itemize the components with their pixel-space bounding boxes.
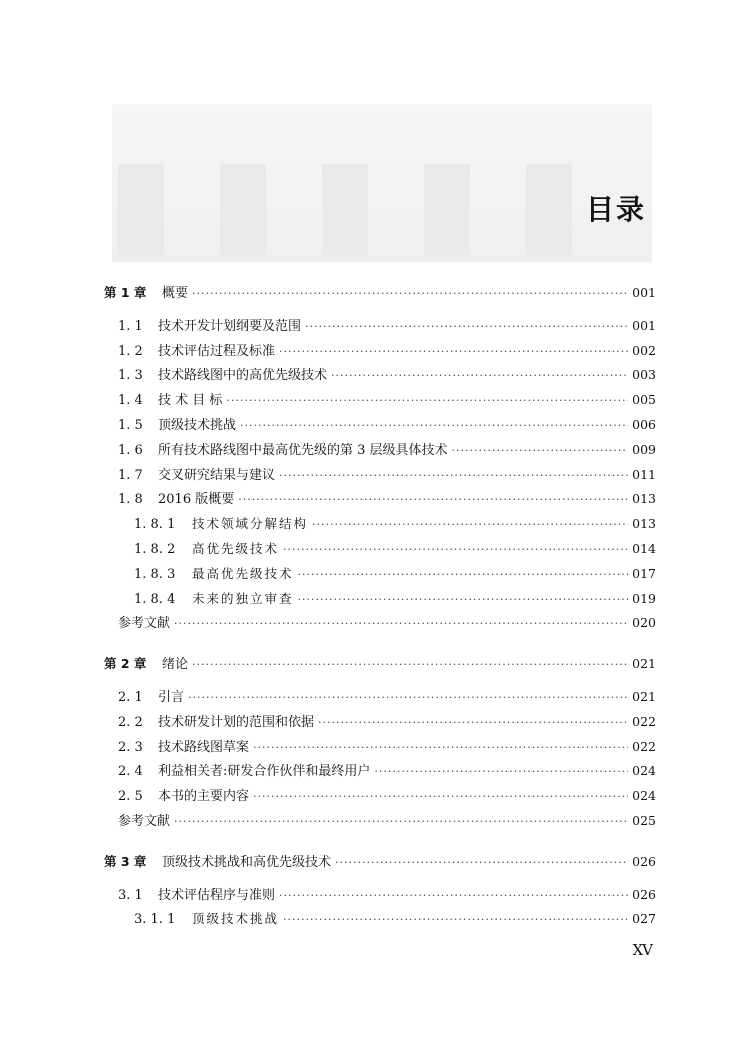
toc-page-number: 026 [632, 886, 656, 902]
toc-section-entry[interactable] [104, 317, 656, 336]
toc-page-number: 001 [632, 317, 656, 333]
toc-page-number: 006 [632, 417, 656, 432]
toc-entry-title: 交叉研究结果与建议 [158, 467, 276, 483]
dot-leader [331, 367, 628, 385]
dot-leader [452, 442, 629, 460]
toc-entry-number: 2. 3 [118, 739, 143, 755]
toc-section-entry[interactable] [104, 466, 656, 485]
toc-entry-number: 第 1 章 [104, 285, 147, 300]
toc-chapter-entry[interactable] [104, 853, 656, 872]
toc-entry-number: 3. 1. 1 [134, 912, 176, 928]
toc-entry-number: 1. 8. 1 [134, 517, 176, 533]
toc-page-number: 025 [632, 813, 656, 828]
toc-entry-title: 技术路线图草案 [158, 739, 250, 755]
toc-page-number: 020 [632, 615, 656, 631]
dot-leader [298, 566, 629, 584]
dot-leader [279, 467, 628, 485]
toc-page-number: 014 [632, 541, 656, 556]
toc-page-number: 021 [632, 689, 656, 704]
dot-leader [238, 491, 628, 509]
dot-leader [318, 714, 628, 732]
toc-section-entry[interactable] [104, 713, 656, 732]
toc-page-number: 024 [632, 763, 656, 779]
toc-page-number: 026 [632, 853, 656, 869]
header-texture [526, 164, 572, 256]
page-title: 目录 [585, 193, 646, 226]
toc-entry-number: 1. 1 [118, 318, 143, 334]
toc-section-entry[interactable] [104, 886, 656, 905]
toc-entry-number: 1. 2 [118, 343, 143, 359]
toc-entry-title: 技术开发计划纲要及范围 [158, 318, 302, 334]
toc-entry-number: 1. 8. 4 [134, 591, 176, 607]
toc-page-number: 013 [632, 516, 656, 532]
toc-page-number: 013 [632, 491, 656, 507]
toc-section-entry[interactable] [104, 910, 656, 929]
toc-entry-title: 参考文献 [118, 814, 171, 829]
dot-leader [240, 417, 628, 435]
toc-entry-number: 1. 7 [118, 467, 143, 483]
toc-page-number: 022 [632, 713, 656, 729]
header-texture [118, 164, 164, 256]
dot-leader [298, 591, 629, 609]
toc-entry-title: 技术研发计划的范围和依据 [158, 714, 315, 730]
toc-references-entry[interactable] [104, 812, 656, 831]
toc-entry-title: 技术路线图中的高优先级技术 [158, 368, 328, 384]
toc-section-entry[interactable] [104, 416, 656, 435]
toc-entry-number: 2. 4 [118, 764, 143, 780]
toc-section-entry[interactable] [104, 688, 656, 707]
toc-entry-number: 第 3 章 [104, 853, 147, 869]
dot-leader [279, 343, 628, 361]
dot-leader [374, 763, 628, 781]
toc-entry-number: 2. 2 [118, 714, 143, 730]
dot-leader [283, 541, 628, 559]
toc-entry-title: 本书的主要内容 [158, 789, 250, 805]
toc-page-number: 024 [632, 788, 656, 804]
toc-page-number: 019 [632, 590, 656, 606]
toc-references-entry[interactable] [104, 614, 656, 633]
toc-page-number: 002 [632, 342, 656, 358]
toc-section-entry[interactable] [104, 490, 656, 509]
toc-entry-number: 3. 1 [118, 887, 143, 903]
toc-entry-title: 概要 [162, 286, 189, 301]
dot-leader [192, 285, 628, 303]
toc-entry-title: 技术评估程序与准则 [158, 887, 276, 903]
chapter-header-background [112, 104, 652, 262]
toc-entry-number: 第 2 章 [104, 656, 147, 672]
toc-entry-title: 绪论 [162, 657, 189, 673]
toc-entry-title: 参考文献 [118, 616, 171, 632]
toc-entry-number: 1. 8. 3 [134, 566, 176, 582]
toc-page-number: 022 [632, 738, 656, 754]
dot-leader [188, 689, 628, 707]
toc-entry-title: 所有技术路线图中最高优先级的第 3 层级具体技术 [158, 442, 448, 458]
toc-entry-title: 引言 [158, 690, 185, 705]
dot-leader [305, 318, 628, 336]
toc-section-entry[interactable] [104, 738, 656, 757]
header-texture [424, 164, 470, 256]
toc-entry-number: 1. 5 [118, 418, 143, 433]
dot-leader [283, 911, 628, 929]
dot-leader [226, 392, 628, 410]
dot-leader [312, 516, 628, 534]
toc-page-number: 027 [632, 911, 656, 927]
toc-page-number: 021 [632, 656, 656, 672]
toc-entry-title: 2016 版概要 [158, 492, 235, 508]
toc-entry-title: 利益相关者:研发合作伙伴和最终用户 [158, 764, 371, 780]
toc-page-number: 017 [632, 565, 656, 581]
toc-section-entry[interactable] [104, 515, 656, 534]
page-number: XV [632, 941, 652, 959]
dot-leader [279, 887, 628, 905]
toc-section-entry[interactable] [104, 391, 656, 410]
toc-page-number: 009 [632, 441, 656, 457]
dot-leader [253, 788, 628, 806]
toc-entry-title: 未来的独立审查 [192, 590, 294, 606]
toc-page-number: 011 [632, 466, 656, 482]
toc-entry-title: 顶级技术挑战 [158, 418, 237, 433]
toc-entry-title: 顶级技术挑战和高优先级技术 [162, 854, 332, 870]
header-texture [322, 164, 368, 256]
toc-entry-number: 2. 1 [118, 690, 143, 705]
toc-section-entry[interactable] [104, 441, 656, 460]
toc-section-entry[interactable] [104, 366, 656, 385]
toc-entry-number: 2. 5 [118, 789, 143, 805]
dot-leader [335, 854, 628, 872]
toc-entry-number: 1. 8 [118, 492, 143, 508]
toc-page-number: 001 [632, 285, 656, 300]
toc-entry-number: 1. 4 [118, 393, 143, 409]
toc-chapter-entry[interactable] [104, 655, 656, 674]
dot-leader [253, 739, 628, 757]
toc-section-entry[interactable] [104, 762, 656, 781]
toc-entry-title: 最高优先级技术 [192, 565, 294, 581]
dot-leader [192, 656, 628, 674]
toc-section-entry[interactable] [104, 590, 656, 609]
toc-entry-title: 顶级技术挑战 [192, 911, 280, 927]
toc-section-entry[interactable] [104, 565, 656, 584]
toc-entry-number: 1. 3 [118, 368, 143, 384]
toc-entry-title: 高优先级技术 [192, 541, 280, 556]
toc-section-entry[interactable] [104, 540, 656, 559]
toc-entry-title: 技 术 目 标 [158, 393, 223, 409]
toc-page-number: 003 [632, 367, 656, 383]
toc-entry-number: 1. 8. 2 [134, 542, 176, 557]
dot-leader [174, 615, 628, 633]
toc-section-entry[interactable] [104, 342, 656, 361]
toc-entry-number: 1. 6 [118, 442, 143, 458]
dot-leader [174, 813, 628, 831]
toc-entry-title: 技术评估过程及标准 [158, 343, 276, 359]
toc-entry-title: 技术领域分解结构 [192, 516, 309, 532]
toc-page-number: 005 [632, 392, 656, 408]
toc-chapter-entry[interactable] [104, 284, 656, 303]
toc-section-entry[interactable] [104, 787, 656, 806]
header-texture [220, 164, 266, 256]
